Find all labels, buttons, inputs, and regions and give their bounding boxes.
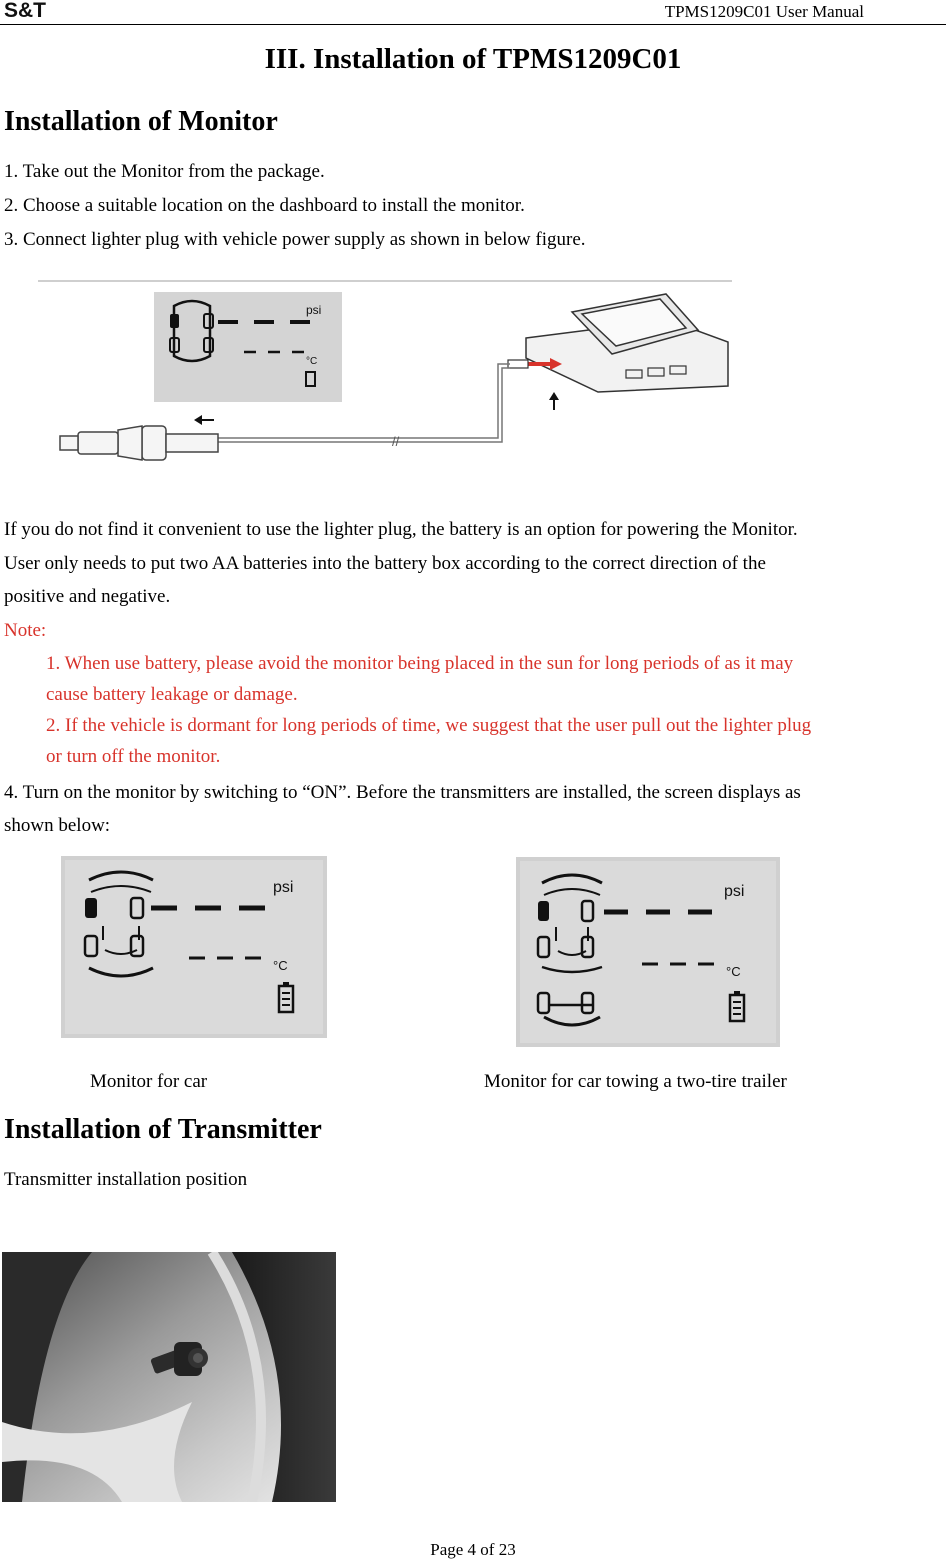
- caption-trailer-monitor: Monitor for car towing a two-tire trailer: [484, 1071, 787, 1092]
- battery-paragraph-line-3: positive and negative.: [4, 586, 171, 607]
- brand-logo: [2, 0, 74, 20]
- car-monitor-display: [61, 856, 327, 1038]
- trailer-monitor-display: [516, 857, 780, 1047]
- step-2: 2. Choose a suitable location on the dashboard to install the monitor.: [4, 195, 525, 216]
- step-1: 1. Take out the Monitor from the package.: [4, 161, 325, 182]
- section-heading-monitor: Installation of Monitor: [4, 106, 278, 137]
- section-heading-transmitter: Installation of Transmitter: [4, 1114, 322, 1145]
- psi-unit-label: psi: [306, 303, 322, 317]
- note-1-line-2: cause battery leakage or damage.: [46, 684, 298, 705]
- step-4-line-2: shown below:: [4, 815, 111, 836]
- psi-unit-label: psi: [724, 883, 745, 900]
- svg-text://: //: [392, 434, 400, 449]
- chapter-title: III. Installation of TPMS1209C01: [264, 43, 682, 75]
- svg-text:S&T: S&T: [4, 0, 46, 20]
- header-divider: [0, 24, 946, 25]
- celsius-unit-label: °C: [273, 958, 288, 973]
- psi-unit-label: psi: [273, 879, 294, 896]
- note-label: Note:: [4, 620, 47, 641]
- caption-car-monitor: Monitor for car: [90, 1071, 208, 1092]
- page-number: Page 4 of 23: [430, 1540, 516, 1559]
- transmitter-photo: [2, 1252, 336, 1502]
- step-4-line-1: 4. Turn on the monitor by switching to “ON”. Before the transmitters are installed, the screen displays as: [4, 782, 801, 803]
- manual-title: TPMS1209C01 User Manual: [664, 2, 864, 21]
- note-2-line-1: 2. If the vehicle is dormant for long periods of time, we suggest that the user pull out the lighter plug: [46, 715, 812, 736]
- celsius-unit-label: °C: [726, 964, 741, 979]
- celsius-unit-label: °C: [306, 356, 318, 367]
- note-1-line-1: 1. When use battery, please avoid the monitor being placed in the sun for long periods of as it may: [46, 653, 794, 674]
- battery-paragraph-line-1: If you do not find it convenient to use the lighter plug, the battery is an option for powering the Monitor.: [4, 519, 798, 540]
- transmitter-subtitle: Transmitter installation position: [4, 1169, 248, 1190]
- battery-paragraph-line-2: User only needs to put two AA batteries into the battery box according to the correct direction of the: [4, 553, 766, 574]
- note-2-line-2: or turn off the monitor.: [46, 746, 221, 767]
- step-3: 3. Connect lighter plug with vehicle power supply as shown in below figure.: [4, 229, 586, 250]
- lighter-plug-figure: [38, 280, 732, 466]
